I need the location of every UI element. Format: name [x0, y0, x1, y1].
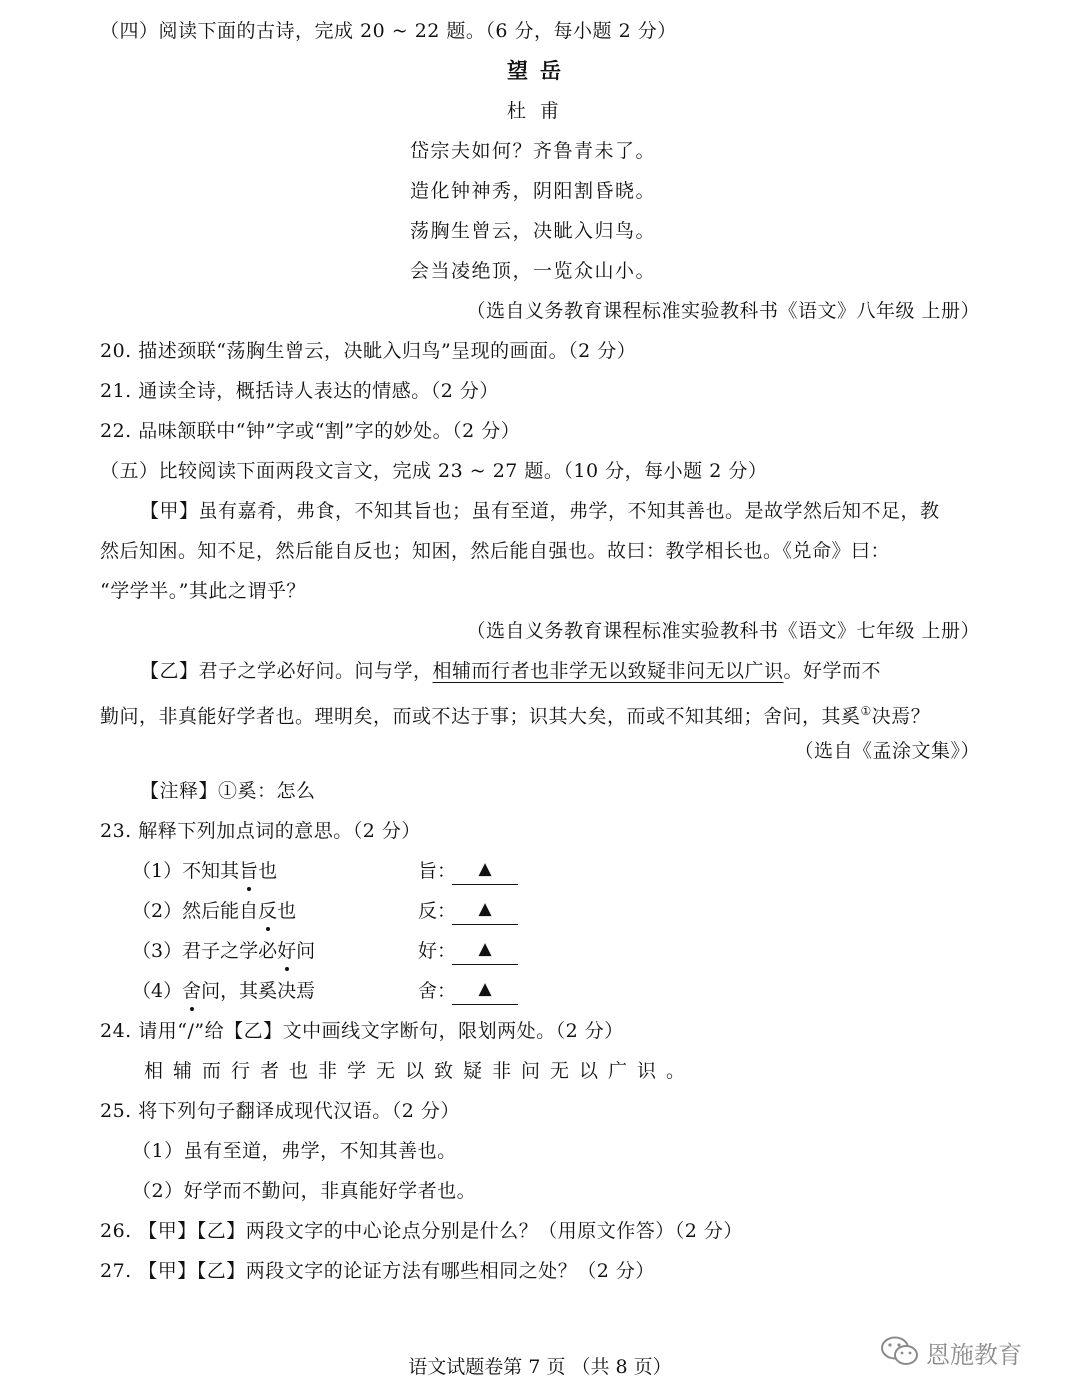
- question-26: 26. 【甲】【乙】两段文字的中心论点分别是什么？（用原文作答）（2 分）: [100, 1220, 743, 1242]
- q23-item-text: 问，其奚决焉: [201, 980, 316, 1002]
- section5-heading: （五）比较阅读下面两段文言文，完成 23 ~ 27 题。（10 分，每小题 2 分）: [100, 460, 768, 482]
- poem-line: 造化钟神秀，阴阳割昏晓。: [410, 180, 657, 202]
- q23-item: [132, 894, 296, 928]
- passage-yi-line: [100, 694, 980, 728]
- question-21: 21. 通读全诗，概括诗人表达的情感。（2 分）: [100, 380, 499, 402]
- dotted-character: 好: [277, 934, 296, 968]
- section4-heading: （四）阅读下面的古诗，完成 20 ~ 22 题。（6 分，每小题 2 分）: [100, 20, 677, 42]
- watermark: [880, 1332, 1022, 1372]
- q23-answer-label: 旨：: [418, 860, 457, 882]
- q23-item-text: （2）然后能自: [132, 900, 259, 922]
- poem-line: 荡胸生曾云，决眦入归鸟。: [410, 220, 657, 242]
- passage-jia-line: 【甲】虽有嘉肴，弗食，不知其旨也；虽有至道，弗学，不知其善也。是故学然后知不足，教: [140, 500, 940, 522]
- passage-jia-source: （选自义务教育课程标准实验教科书《语文》七年级 上册）: [466, 620, 980, 642]
- dotted-character: 旨: [239, 854, 258, 888]
- q23-item-text: （4）: [132, 980, 183, 1002]
- underlined-passage: 相辅而行者也非学无以致疑非问无以广识: [432, 660, 784, 682]
- page-footer: 语文试题卷第 7 页 （共 8 页）: [408, 1356, 672, 1378]
- q23-item-text: （3）君子之学必: [132, 940, 278, 962]
- passage-jia-line: “学学半。”其此之谓乎？: [100, 580, 306, 602]
- answer-blank[interactable]: ▲: [452, 894, 518, 925]
- q23-item: [132, 974, 315, 1008]
- question-27: 27. 【甲】【乙】两段文字的论证方法有哪些相同之处？（2 分）: [100, 1260, 655, 1282]
- q23-item-text: 问: [296, 940, 316, 962]
- passage-yi-text: 勤问，非真能好学者也。理明矣，而或不达于事；识其大矣，而或不知其细；舍问，其奚: [100, 705, 861, 728]
- q23-answer-label: 反：: [418, 900, 457, 922]
- poem-line: 岱宗夫如何？齐鲁青未了。: [410, 140, 657, 162]
- q23-item: [132, 934, 315, 968]
- q23-answer-label: 好：: [418, 940, 457, 962]
- sentence-to-punctuate: 相辅而行者也非学无以致疑非问无以广识。: [144, 1060, 696, 1082]
- passage-yi-text: 【乙】君子之学必好问。问与学，: [140, 660, 433, 682]
- question-23: 23. 解释下列加点词的意思。（2 分）: [100, 820, 421, 842]
- answer-blank[interactable]: ▲: [452, 934, 518, 965]
- answer-blank[interactable]: ▲: [452, 854, 518, 885]
- footnote-marker: ①: [860, 704, 872, 718]
- answer-blank[interactable]: ▲: [452, 974, 518, 1005]
- q23-answer-label: 舍：: [418, 980, 457, 1002]
- q23-item-text: 也: [258, 860, 278, 882]
- translation-item: （1）虽有至道，弗学，不知其善也。: [132, 1140, 457, 1162]
- watermark-text: 恩施教育: [926, 1340, 1022, 1369]
- dotted-character: 舍: [182, 974, 201, 1008]
- passage-yi-source: （选自《孟涂文集》）: [794, 740, 980, 762]
- q23-item: [132, 854, 277, 888]
- passage-yi-text: 。好学而不: [783, 660, 882, 682]
- poem-title: 望岳: [507, 58, 573, 83]
- question-25: 25. 将下列句子翻译成现代汉语。（2 分）: [100, 1100, 460, 1122]
- question-22: 22. 品味颔联中“钟”字或“割”字的妙处。（2 分）: [100, 420, 521, 442]
- passage-yi-text: 决焉？: [871, 705, 931, 728]
- poem-author: 杜甫: [506, 100, 573, 122]
- wechat-icon: [880, 1335, 920, 1369]
- question-20: 20. 描述颈联“荡胸生曾云，决眦入归鸟”呈现的画面。（2 分）: [100, 340, 637, 362]
- q23-item-text: 也: [277, 900, 297, 922]
- poem-line: 会当凌绝顶，一览众山小。: [410, 260, 657, 282]
- q23-item-text: （1）不知其: [132, 860, 240, 882]
- translation-item: （2）好学而不勤问，非真能好学者也。: [132, 1180, 477, 1202]
- poem-source: （选自义务教育课程标准实验教科书《语文》八年级 上册）: [466, 300, 980, 322]
- question-24: 24. 请用“/”给【乙】文中画线文字断句，限划两处。（2 分）: [100, 1020, 624, 1042]
- passage-yi-line: [140, 654, 980, 688]
- dotted-character: 反: [258, 894, 277, 928]
- passage-jia-line: 然后知困。知不足，然后能自反也；知困，然后能自强也。故曰：教学相长也。《兑命》曰：: [100, 540, 891, 562]
- annotation-note: 【注释】①奚：怎么: [140, 780, 316, 802]
